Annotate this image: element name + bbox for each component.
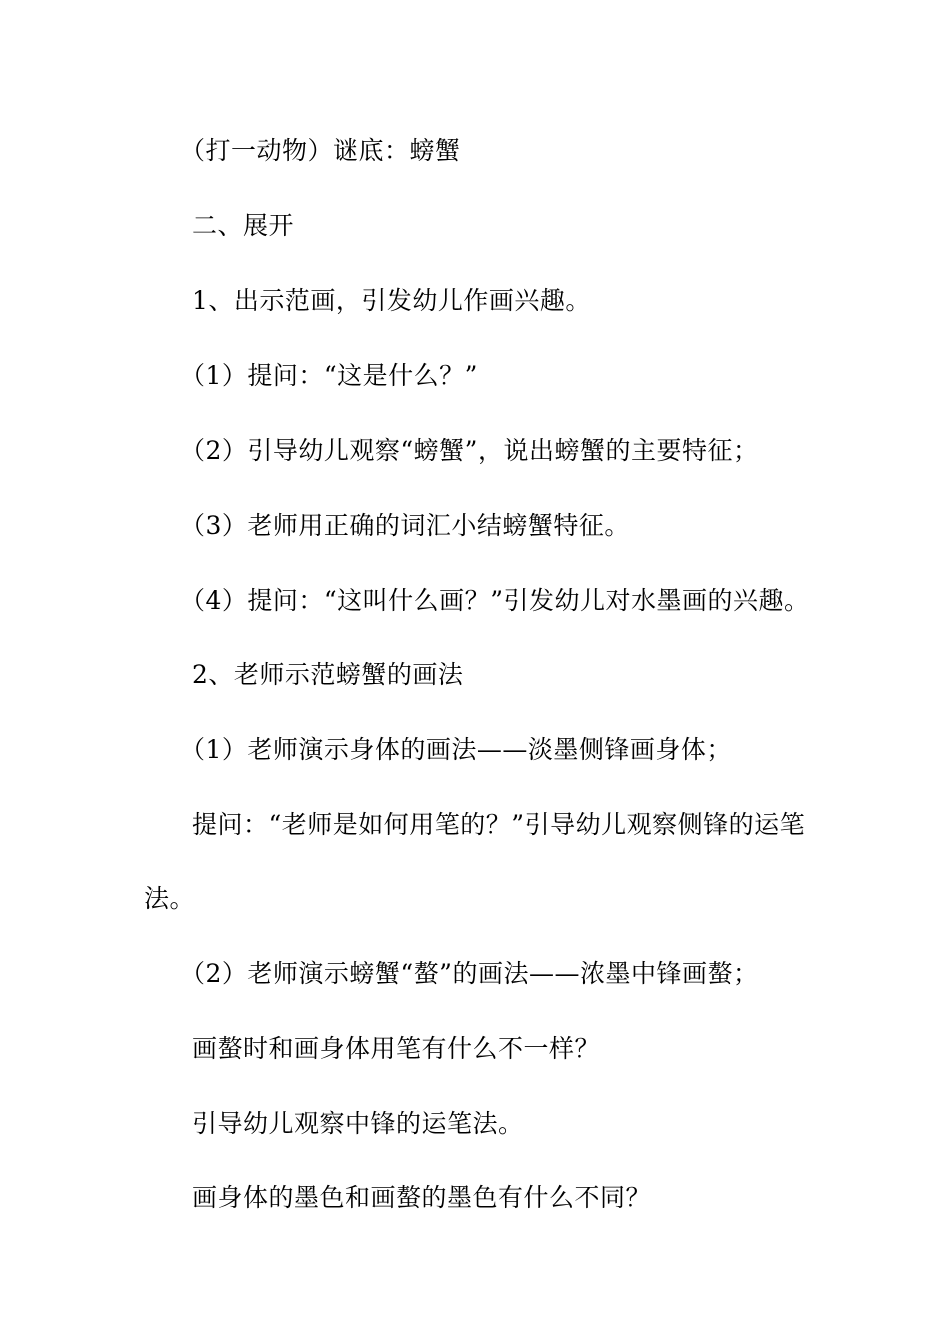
riddle-answer-line: （打一动物）谜底：螃蟹 — [180, 136, 461, 165]
step-1-item-4: （4）提问：“这叫什么画？”引发幼儿对水墨画的兴趣。 — [180, 586, 810, 615]
question-line-3: 画身体的墨色和画螯的墨色有什么不同？ — [192, 1183, 652, 1212]
step-1-item-2: （2）引导幼儿观察“螃蟹”，说出螃蟹的主要特征； — [180, 436, 759, 465]
step-2-item-1: （1）老师演示身体的画法——淡墨侧锋画身体； — [180, 735, 732, 764]
guide-line: 引导幼儿观察中锋的运笔法。 — [192, 1109, 524, 1138]
step-1-item-3: （3）老师用正确的词汇小结螃蟹特征。 — [180, 511, 630, 540]
step-2-heading: 2、老师示范螃蟹的画法 — [192, 660, 464, 689]
step-1-heading: 1、出示范画，引发幼儿作画兴趣。 — [192, 286, 591, 315]
question-line-1-continued: 法。 — [144, 884, 196, 913]
step-2-item-2: （2）老师演示螃蟹“螯”的画法——浓墨中锋画螯； — [180, 959, 759, 988]
section-heading-expand: 二、展开 — [192, 211, 295, 240]
step-1-item-1: （1）提问：“这是什么？” — [180, 361, 478, 390]
question-line-2: 画螯时和画身体用笔有什么不一样？ — [192, 1034, 601, 1063]
question-line-1: 提问：“老师是如何用笔的？”引导幼儿观察侧锋的运笔 — [192, 810, 806, 839]
